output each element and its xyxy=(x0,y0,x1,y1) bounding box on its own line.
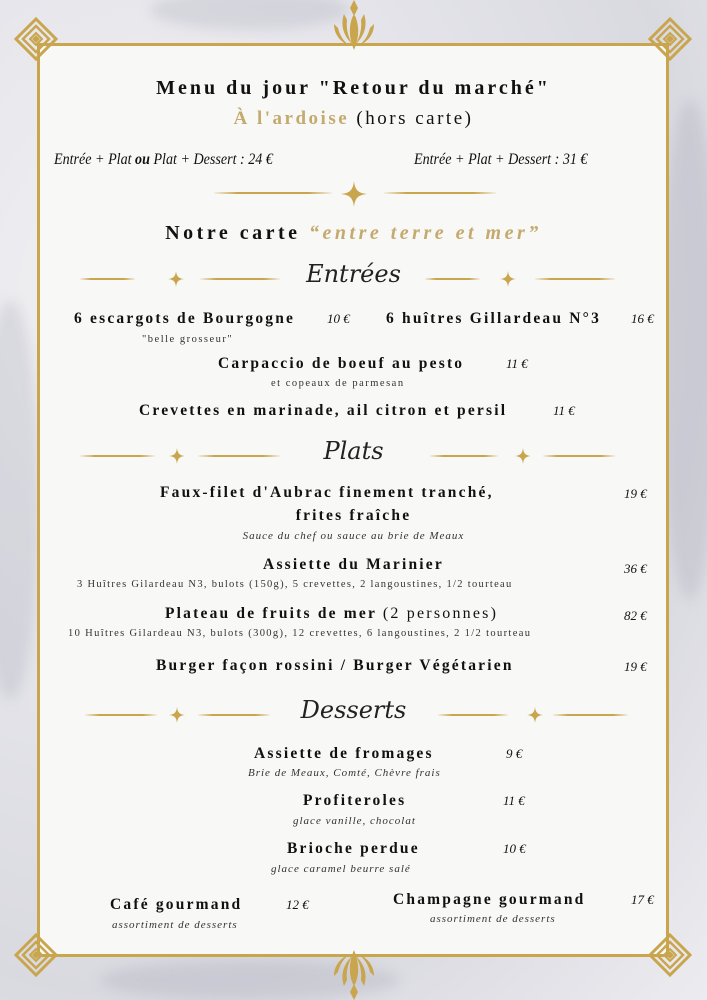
formula-left-b: Plat + Dessert : 24 € xyxy=(153,151,273,168)
dish-name-line2: frites fraîche xyxy=(295,507,412,524)
art-deco-diamond-corner-icon xyxy=(14,933,58,977)
divider-line xyxy=(425,278,480,280)
dish-price: 36 € xyxy=(624,561,647,576)
dish-name: Carpaccio de boeuf au pesto xyxy=(218,355,465,372)
divider-line xyxy=(543,455,615,457)
dish-price: 11 € xyxy=(503,793,525,808)
divider-line xyxy=(535,278,615,280)
dish-note: assortiment de desserts xyxy=(430,913,556,925)
art-deco-diamond-corner-icon xyxy=(648,17,692,61)
dish-price: 11 € xyxy=(506,356,528,371)
dish-name-main: Plateau de fruits de mer xyxy=(165,605,377,622)
divider-line xyxy=(438,714,508,716)
dish-name: Crevettes en marinade, ail citron et persil xyxy=(139,402,508,419)
dish-name: Faux-filet d'Aubrac finement tranché, xyxy=(160,484,494,501)
section-heading-plats: Plats xyxy=(323,437,384,465)
dish-name xyxy=(165,605,498,623)
dish-price: 11 € xyxy=(553,403,575,418)
marble-vein xyxy=(0,300,40,700)
dish-note: "belle grosseur" xyxy=(142,334,234,345)
dish-name: Profiteroles xyxy=(303,792,407,809)
section-heading-entrees: Entrées xyxy=(306,260,401,288)
dish-price: 82 € xyxy=(624,608,647,623)
carte-label: Notre carte xyxy=(165,222,301,244)
art-deco-diamond-corner-icon xyxy=(14,17,58,61)
section-divider-right xyxy=(425,269,625,289)
dish-name: 6 huîtres Gillardeau N°3 xyxy=(386,310,602,327)
hors-carte-label: (hors carte) xyxy=(356,108,474,129)
art-deco-diamond-corner-icon xyxy=(648,933,692,977)
dish-note: 10 Huîtres Gilardeau N3, bulots (300g), 12 crevettes, 6 langoustines, 2 1/2 tourteau xyxy=(68,628,532,639)
dish-note: Brie de Meaux, Comté, Chèvre frais xyxy=(248,767,441,779)
dish-price: 19 € xyxy=(624,659,647,674)
dish-name: Burger façon rossini / Burger Végétarien xyxy=(156,657,514,674)
dish-note: assortiment de desserts xyxy=(112,919,238,931)
dish-note: glace caramel beurre salé xyxy=(271,863,411,875)
dish-price: 19 € xyxy=(624,486,647,501)
section-divider-right xyxy=(425,446,625,466)
menu-du-jour-title: Menu du jour "Retour du marché" xyxy=(156,77,551,99)
divider-line xyxy=(214,192,332,194)
divider xyxy=(210,183,500,203)
dish-name: Brioche perdue xyxy=(287,840,420,857)
dish-price: 10 € xyxy=(503,841,526,856)
formula-left xyxy=(54,151,273,169)
art-deco-fan-ornament-icon xyxy=(332,948,376,1000)
dish-note: et copeaux de parmesan xyxy=(271,378,405,389)
dish-name-extra: (2 personnes) xyxy=(382,605,499,622)
dish-note: 3 Huîtres Gilardeau N3, bulots (150g), 5 crevettes, 2 langoustines, 1/2 tourteau xyxy=(77,579,513,590)
marble-vein xyxy=(150,0,350,30)
dish-price: 17 € xyxy=(631,892,654,907)
four-point-star-icon xyxy=(515,448,531,469)
dish-name: Assiette du Marinier xyxy=(263,556,444,573)
dish-price: 10 € xyxy=(327,311,350,326)
dish-price: 12 € xyxy=(286,897,309,912)
formula-or: ou xyxy=(135,151,150,168)
dish-name: 6 escargots de Bourgogne xyxy=(74,310,296,327)
dish-name: Café gourmand xyxy=(110,896,243,913)
formula-left-a: Entrée + Plat xyxy=(54,151,132,168)
ardoise-label: À l'ardoise xyxy=(233,108,350,129)
dish-note: Sauce du chef ou sauce au brie de Meaux xyxy=(242,530,465,542)
dish-price: 16 € xyxy=(631,311,654,326)
divider-line xyxy=(384,192,496,194)
four-point-star-icon xyxy=(500,271,516,292)
divider-line xyxy=(430,455,498,457)
section-divider-right xyxy=(438,705,638,725)
art-deco-fan-ornament-icon xyxy=(332,0,376,52)
dish-note: glace vanille, chocolat xyxy=(293,815,416,827)
four-point-star-icon xyxy=(527,707,543,728)
dish-name: Champagne gourmand xyxy=(393,891,586,908)
dish-price: 9 € xyxy=(506,746,523,761)
carte-tagline: “entre terre et mer” xyxy=(309,222,542,244)
ardoise-subtitle xyxy=(0,108,707,130)
four-point-star-icon xyxy=(341,181,367,212)
dish-name: Assiette de fromages xyxy=(254,745,434,762)
carte-title xyxy=(0,222,707,245)
formula-right: Entrée + Plat + Dessert : 31 € xyxy=(414,151,588,168)
divider-line xyxy=(553,714,628,716)
section-heading-desserts: Desserts xyxy=(300,696,407,724)
